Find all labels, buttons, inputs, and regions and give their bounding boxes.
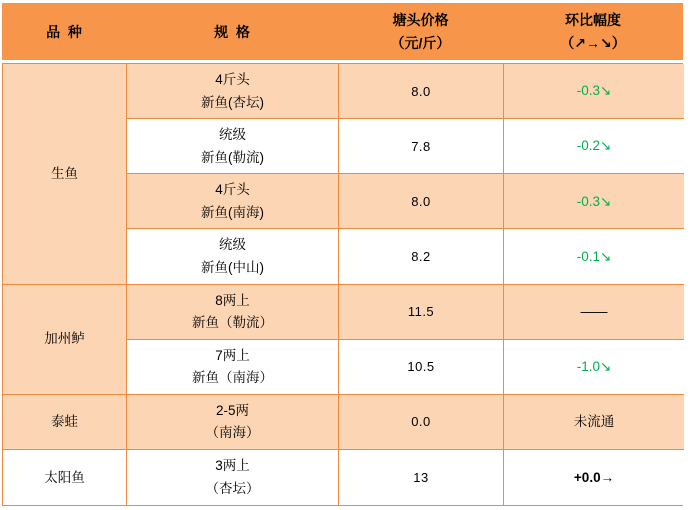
spec-cell (127, 340, 339, 395)
change-cell (504, 340, 684, 395)
price-cell (339, 174, 504, 229)
spec-cell (127, 285, 339, 340)
header-spec-label: 规 格 (214, 23, 250, 40)
change-value: +0.0→ (573, 469, 615, 485)
change-cell (504, 119, 684, 174)
spec-line2: 新鱼(南海) (201, 204, 264, 220)
change-cell (504, 285, 684, 340)
change-value: -0.2↘ (576, 138, 612, 154)
spec-line2: 新鱼（勒流） (192, 315, 273, 331)
header-species-label: 品 种 (46, 23, 82, 40)
spec-cell (127, 64, 339, 119)
price-value: 8.2 (411, 248, 431, 264)
header-price-line2: （元/斤） (390, 35, 451, 52)
change-value: -0.3↘ (576, 193, 612, 209)
price-cell (339, 119, 504, 174)
header-price (338, 3, 503, 60)
table-header-row (2, 3, 683, 60)
spec-line1: 统级 (219, 237, 246, 253)
species-cell (3, 450, 127, 505)
spec-line1: 4斤头 (215, 182, 250, 198)
species-name: 太阳鱼 (44, 469, 85, 485)
change-value: -0.1↘ (576, 248, 612, 264)
price-value: 8.0 (411, 193, 431, 209)
species-cell (3, 285, 127, 395)
price-value: 0.0 (411, 414, 431, 430)
header-price-line1: 塘头价格 (392, 11, 449, 28)
price-cell (339, 340, 504, 395)
header-species (2, 3, 126, 60)
price-cell (339, 229, 504, 284)
price-cell (339, 64, 504, 119)
change-value: -0.3↘ (576, 83, 612, 99)
spec-line2: 新鱼（南海） (192, 370, 273, 386)
spec-cell (127, 229, 339, 284)
price-value: 13 (413, 469, 429, 485)
change-cell (504, 64, 684, 119)
price-value: 10.5 (407, 359, 435, 375)
price-value: 11.5 (407, 304, 435, 320)
table-body (2, 63, 683, 506)
change-cell (504, 174, 684, 229)
spec-cell (127, 119, 339, 174)
species-name: 加州鲈 (44, 331, 85, 347)
spec-line1: 7两上 (215, 347, 250, 363)
change-cell (504, 450, 684, 505)
spec-line1: 统级 (219, 127, 246, 143)
spec-line2: 新鱼(中山) (201, 259, 264, 275)
spec-line2: 新鱼(勒流) (201, 149, 264, 165)
price-cell (339, 395, 504, 450)
spec-cell (127, 174, 339, 229)
change-value: 未流通 (573, 414, 615, 430)
change-value: -1.0↘ (576, 358, 612, 374)
price-cell (339, 450, 504, 505)
spec-line1: 3两上 (215, 458, 250, 474)
spec-line2: 新鱼(杏坛) (201, 94, 264, 110)
species-cell (3, 395, 127, 450)
change-cell (504, 395, 684, 450)
species-name: 泰蛙 (51, 414, 78, 430)
header-change (503, 3, 683, 60)
spec-line1: 2-5两 (215, 402, 249, 418)
spec-line2: （杏坛） (205, 481, 260, 497)
price-cell (339, 285, 504, 340)
spec-line2: （南海） (205, 425, 260, 441)
spec-line1: 8两上 (215, 292, 250, 308)
spec-cell (127, 395, 339, 450)
spec-cell (127, 450, 339, 505)
change-value: —— (580, 303, 608, 319)
header-change-line1: 环比幅度 (565, 11, 621, 28)
header-spec (126, 3, 338, 60)
price-value: 7.8 (411, 138, 431, 154)
species-name: 生鱼 (51, 166, 78, 181)
species-cell (3, 64, 127, 285)
change-cell (504, 229, 684, 284)
spec-line1: 4斤头 (215, 72, 250, 88)
header-change-line2: （↗→↘） (560, 35, 626, 52)
price-value: 8.0 (411, 83, 431, 99)
